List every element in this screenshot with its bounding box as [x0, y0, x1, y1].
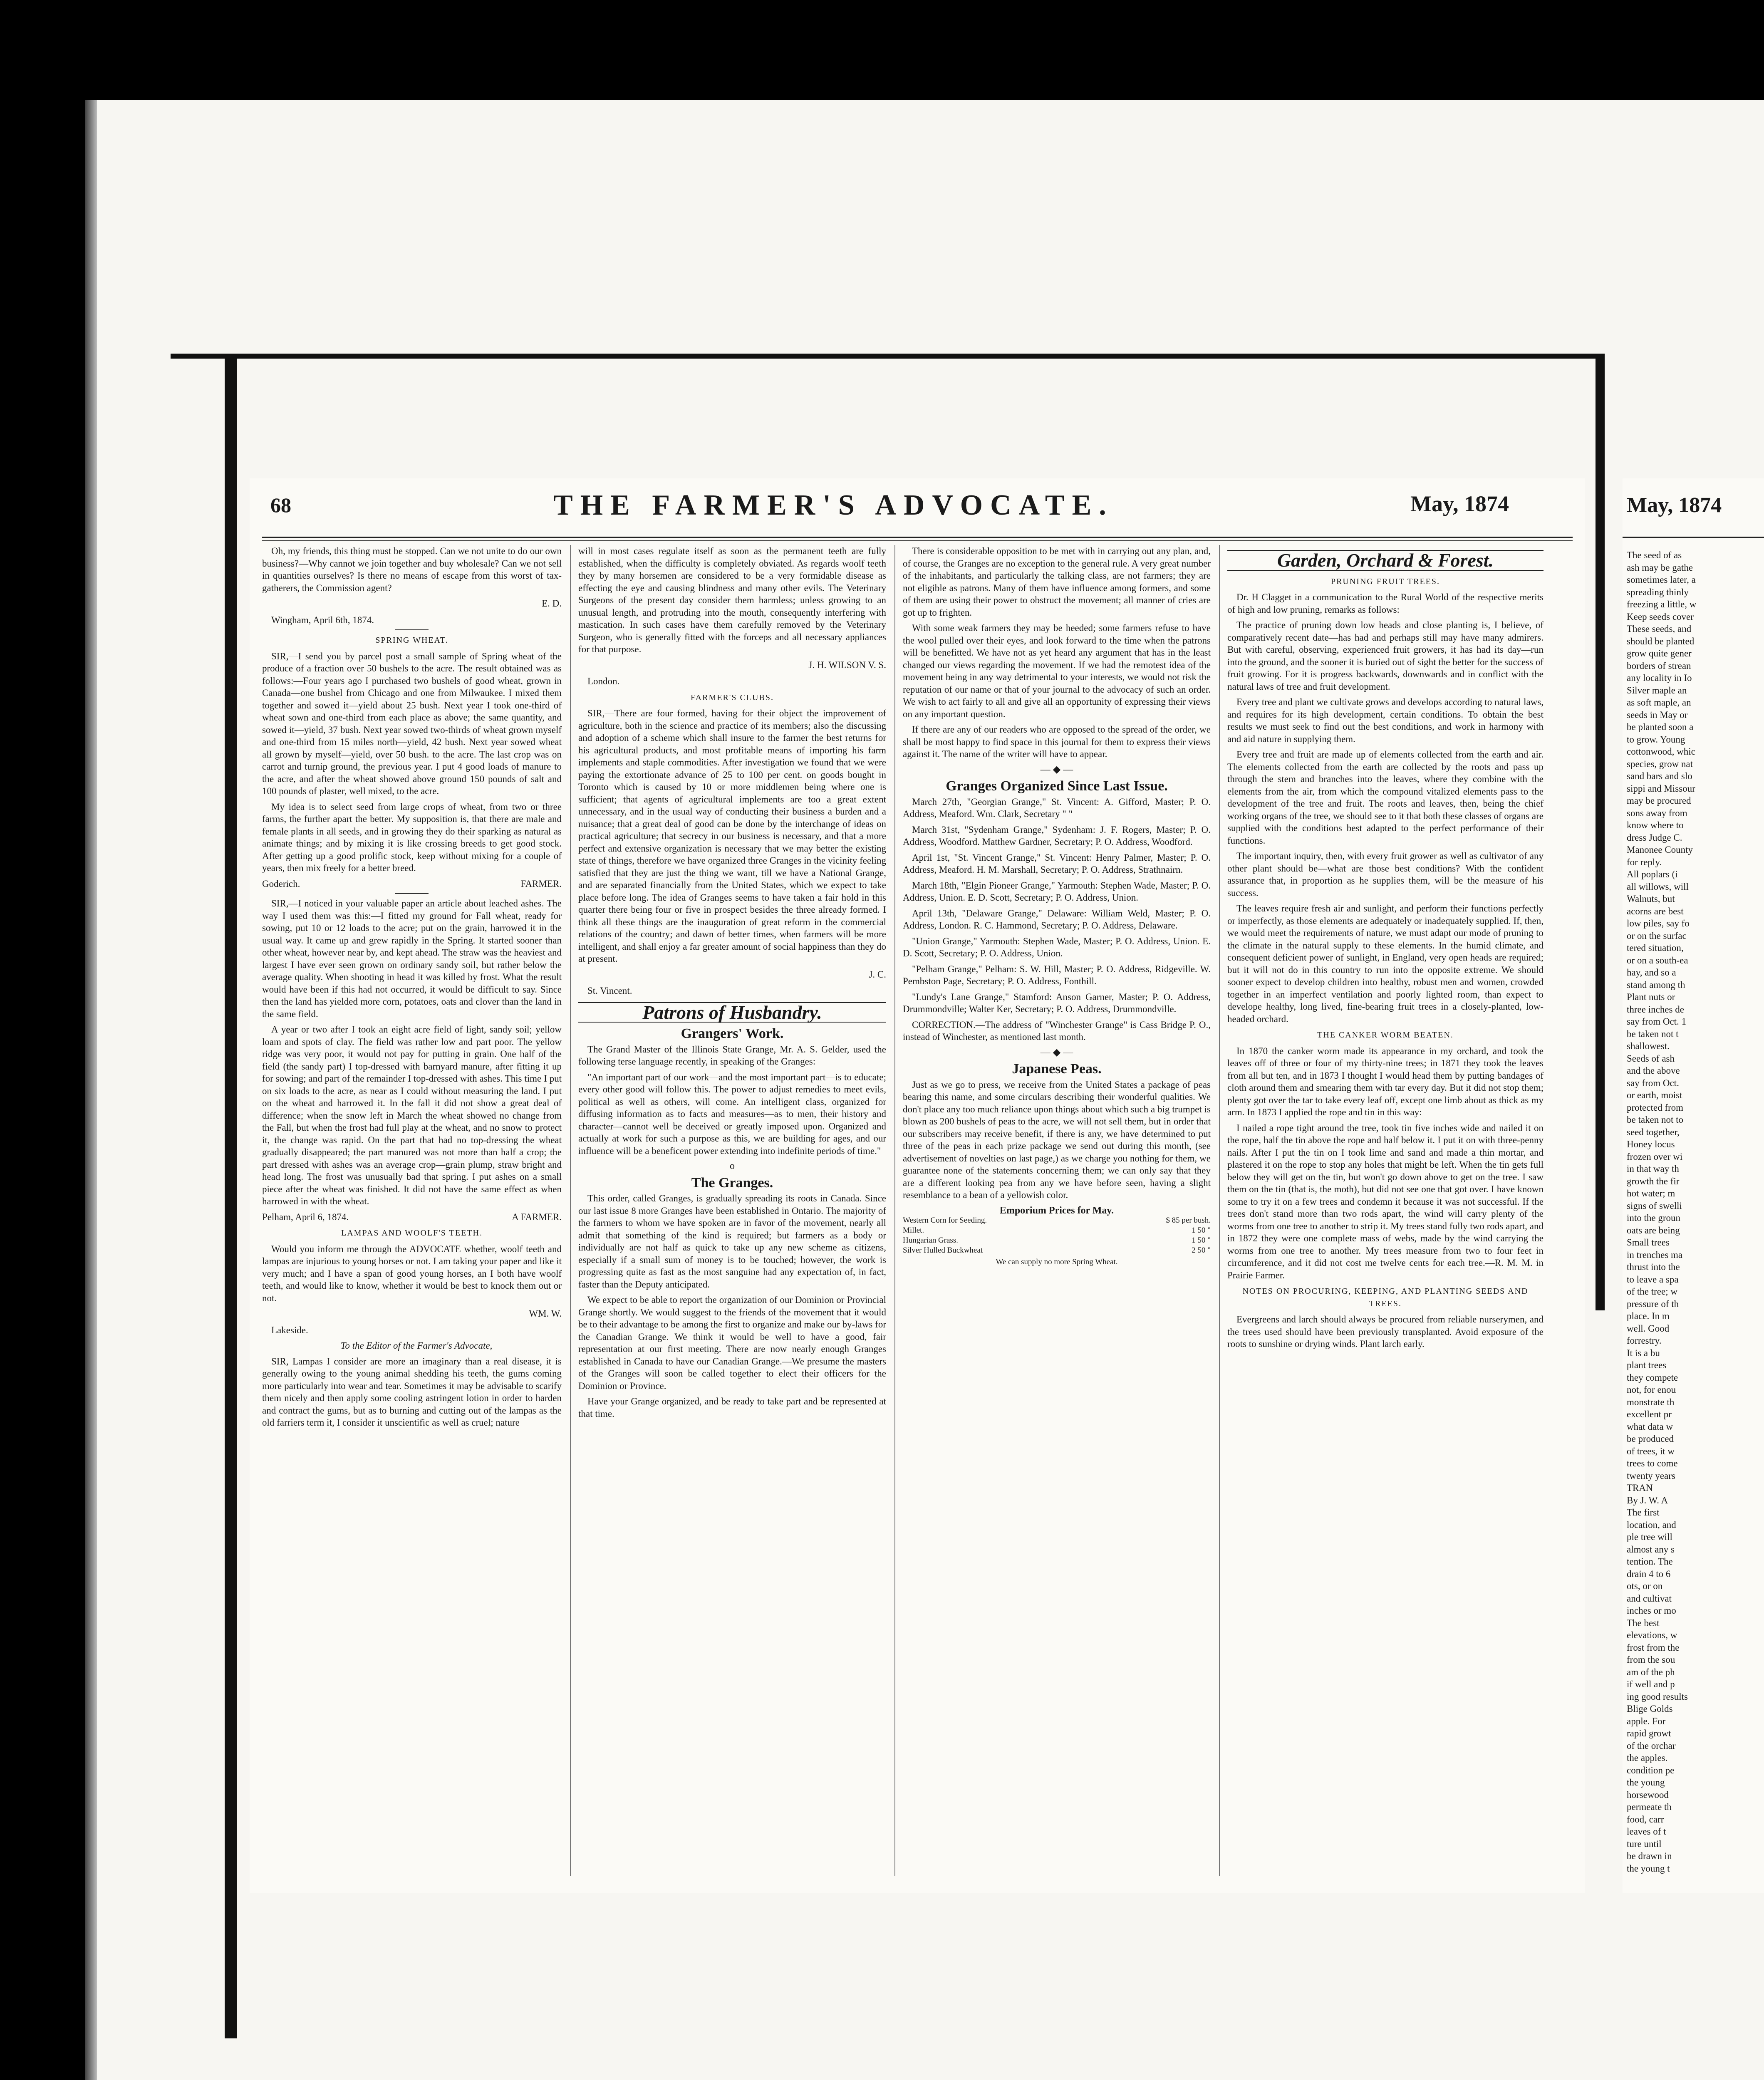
- text-line-fragment: It is a bu: [1627, 1347, 1660, 1358]
- text-line-fragment: The best: [1627, 1617, 1660, 1628]
- column-4: [1227, 545, 1544, 1876]
- price-list: [903, 1206, 1211, 1267]
- price-list-note: We can supply no more Spring Wheat.: [996, 1257, 1118, 1266]
- text-line-fragment: hot water; m: [1627, 1188, 1675, 1198]
- text-line-fragment: three inches de: [1627, 1004, 1684, 1015]
- ornament: — ◆ —: [1040, 764, 1073, 775]
- text-line-fragment: pressure of th: [1627, 1298, 1679, 1309]
- text-line-fragment: ash may be gathe: [1627, 562, 1693, 573]
- text-line-fragment: apple. For: [1627, 1716, 1666, 1726]
- text-line-fragment: stand among th: [1627, 979, 1685, 990]
- text-line-fragment: Keep seeds cover: [1627, 611, 1694, 622]
- text-line-fragment: tention. The: [1627, 1556, 1673, 1567]
- section-heading: Patrons of Husbandry.: [578, 1002, 886, 1023]
- column-3: [903, 545, 1211, 1876]
- text-line-fragment: the apples.: [1627, 1753, 1668, 1763]
- text-line-fragment: of the tree; w: [1627, 1286, 1677, 1297]
- text-line-fragment: as soft maple, an: [1627, 697, 1691, 708]
- adjacent-page-fragment: [1623, 478, 1764, 1893]
- correction-notice: CORRECTION.—The address of "Winchester Grange" is Cass Bridge P. O., instead of Winchester, as mentioned last month.: [903, 1019, 1211, 1042]
- text-line-fragment: not, for enou: [1627, 1384, 1676, 1395]
- text-line-fragment: may be procured: [1627, 795, 1691, 806]
- text-line-fragment: say from Oct. 1: [1627, 1016, 1687, 1027]
- text-line-fragment: spreading thinly: [1627, 587, 1689, 597]
- separator-rule: [395, 893, 429, 894]
- price-value: 1 50 ": [1192, 1226, 1211, 1235]
- text-line-fragment: any locality in Io: [1627, 673, 1692, 683]
- text-line-fragment: horsewood: [1627, 1789, 1669, 1800]
- text-line-fragment: what data w: [1627, 1421, 1673, 1432]
- article-heading: NOTES ON PROCURING, KEEPING, AND PLANTING SEEDS AND TREES.: [1242, 1287, 1529, 1308]
- column-1: [262, 545, 562, 1876]
- text-line-fragment: Silver maple an: [1627, 685, 1687, 696]
- text-line-fragment: elevations, w: [1627, 1630, 1677, 1640]
- article-paragraph: This order, called Granges, is gradually spreading its roots in Canada. Since our last issue 8 more Granges have been established in Ontario. The majority of the farmers to whom we have spoken are in favor of the movement, nearly all admit that something of the kind is required; but farmers as a body or individually are not half as quick to take up any new scheme as citizens, especially if a small sum of money is to be touched; however, the work is progressing quite as fast as the most sanguine had any expectation of, in fact, faster than the Deputy anticipated.: [578, 1193, 886, 1290]
- section-heading: Garden, Orchard & Forest.: [1227, 550, 1544, 571]
- article-paragraph: The Grand Master of the Illinois State Grange, Mr. A. S. Gelder, used the following terse language recently, in speaking of the Granges:: [578, 1044, 886, 1067]
- text-line-fragment: Walnuts, but: [1627, 894, 1675, 904]
- text-line-fragment: Plant nuts or: [1627, 992, 1675, 1002]
- text-line-fragment: hay, and so a: [1627, 967, 1676, 978]
- price-value: 2 50 ": [1192, 1246, 1211, 1255]
- text-line-fragment: seeds in May or: [1627, 709, 1688, 720]
- article-paragraph: will in most cases regulate itself as soon as the permanent teeth are fully established, when the difficulty is completely obviated. As regards woolf teeth they by many horsemen are considered to be a very formidable disease as effecting the eye and causing blindness and many other evils. The Veterinary Surgeons of the present day consider them harmless; unless growing to an unusual length, and protruding into the mouth, consequently interfering with mastication. In such cases have them carefully removed by the Veterinary Surgeon, who is generally fitted with the forceps and all necessary appliances for that purpose.: [578, 546, 886, 654]
- article-dateline: Wingham, April 6th, 1874.: [271, 614, 374, 625]
- text-line-fragment: from the sou: [1627, 1654, 1675, 1665]
- article-heading: LAMPAS AND WOOLF'S TEETH.: [341, 1228, 483, 1238]
- text-line-fragment: seed together,: [1627, 1127, 1680, 1137]
- text-line-fragment: cottonwood, whic: [1627, 746, 1695, 757]
- text-line-fragment: monstrate th: [1627, 1397, 1675, 1407]
- text-line-fragment: ple tree will: [1627, 1532, 1672, 1542]
- grange-entry: March 18th, "Elgin Pioneer Grange," Yarmouth: Stephen Wade, Master; P. O. Address, Union. E. D. Scott, Secretary; P. O. Address, Union.: [903, 880, 1211, 903]
- text-line-fragment: Small trees: [1627, 1237, 1670, 1248]
- masthead-title: THE FARMER'S ADVOCATE.: [553, 489, 1114, 521]
- grange-entry: April 1st, "St. Vincent Grange," St. Vincent: Henry Palmer, Master; P. O. Address, Meaford. H. M. Marshall, Secretary; P. O. Address, Strathnairn.: [903, 852, 1211, 875]
- article-signature: E. D.: [542, 598, 562, 609]
- text-line-fragment: signs of swelli: [1627, 1200, 1682, 1211]
- grange-entry: "Union Grange," Yarmouth: Stephen Wade, Master; P. O. Address, Union. E. D. Scott, Secretary; P. O. Address, Union.: [903, 936, 1211, 958]
- text-line-fragment: Honey locus: [1627, 1139, 1675, 1149]
- frame-right-border: [1596, 354, 1605, 1310]
- text-line-fragment: rapid growt: [1627, 1728, 1671, 1738]
- article-place: Lakeside.: [271, 1325, 308, 1335]
- newspaper-page: [250, 478, 1585, 1893]
- text-line-fragment: well. Good: [1627, 1323, 1670, 1334]
- text-line-fragment: place. In m: [1627, 1311, 1670, 1321]
- text-line-fragment: frost from the: [1627, 1642, 1680, 1653]
- text-line-fragment: sometimes later, a: [1627, 574, 1696, 585]
- article-paragraph: Just as we go to press, we receive from the United States a package of peas bearing this name, and some circulars describing their wonderful qualities. We don't place any too much reliance upon things about which such a big trumpet is blown as 200 bushels of peas to the acre, we will not sell them, but in order that our subscribers may receive benefit, if there is any, we have determined to put three of the peas in each prize package we send out during this month, (see advertisement of novelties on last page,) as we charge you nothing for them, we guarantee none of the statements concerning them; we can only say that they are a different looking pea from any we have before seen, having a slight resemblance to a bean of a yellowish color.: [903, 1079, 1211, 1200]
- article-place: London.: [587, 676, 620, 686]
- text-line-fragment: the young: [1627, 1777, 1665, 1788]
- text-line-fragment: say from Oct.: [1627, 1077, 1679, 1088]
- text-line-fragment: to grow. Young: [1627, 734, 1685, 745]
- ornament: o: [730, 1161, 735, 1171]
- text-line-fragment: be taken not to: [1627, 1114, 1684, 1125]
- text-line-fragment: forrestry.: [1627, 1335, 1662, 1346]
- text-line-fragment: to leave a spa: [1627, 1274, 1679, 1285]
- grange-entry: March 31st, "Sydenham Grange," Sydenham: J. F. Rogers, Master; P. O. Address, Woodford. Matthew Gardner, Secretary; P. O. Address, Woodford.: [903, 824, 1211, 847]
- price-value: 1 50 ": [1192, 1236, 1211, 1245]
- article-paragraph: With some weak farmers they may be heeded; some farmers refuse to have the wool pulled over their eyes, and look forward to the time when the patrons will be benefitted. We have not as yet heard any argument that has in the least changed our views regarding the movement. If we had the remotest idea of the movement being in any way detrimental to your interests, we would not risk the reputation of our name or that of your journal to the advocacy of such an order. We wish to act fairly to all and give all an opportunity of expressing their views on any important question.: [903, 623, 1211, 719]
- text-line-fragment: plant trees: [1627, 1360, 1667, 1370]
- article-paragraph: There is considerable opposition to be met with in carrying out any plan, and, of course, the Granges are no exception to the general rule. A very great number of the inhabitants, and particularly the talking class, are not farmers; they are not eligible as patrons. Many of them have influence among formers, and some of them are using their power to obstruct the movement; all manner of cries are got up to frighten.: [903, 546, 1211, 618]
- text-line-fragment: All poplars (i: [1627, 869, 1678, 879]
- text-line-fragment: trees to come: [1627, 1458, 1678, 1468]
- text-line-fragment: all willows, will: [1627, 881, 1689, 892]
- page-number: 68: [270, 493, 291, 517]
- issue-date: May, 1874: [1410, 491, 1509, 516]
- text-line-fragment: grow quite gener: [1627, 648, 1692, 659]
- article-heading: The Granges.: [691, 1175, 773, 1191]
- text-line-fragment: inches or mo: [1627, 1605, 1676, 1616]
- price-list-title: Emporium Prices for May.: [999, 1205, 1114, 1216]
- text-line-fragment: location, and: [1627, 1519, 1676, 1530]
- article-paragraph: SIR,—I noticed in your valuable paper an article about leached ashes. The way I used them was this:—I fitted my ground for Fall wheat, ready for sowing, put 10 or 12 loads to the acre; put on the grain, harrowed it in the usual way. It came up and grew rapidly in the Spring. It started sooner than other wheat, however near by, and kept ahead. The straw was the heaviest and largest I have ever seen grown on ordinary sandy soil, but rather below the average quality. When shooting in head it was killed by frost. What the result would have been if this had not occurred, it would be difficult to say. Since then the land has yielded more corn, potatoes, oats and clover than the land in the same field.: [262, 898, 562, 1019]
- text-line-fragment: and the above: [1627, 1065, 1680, 1076]
- frame-top-border: [171, 354, 1602, 359]
- article-paragraph: I nailed a rope tight around the tree, took tin five inches wide and nailed it on the rope, half the tin above the rope and half below it. I put it on with three-penny nails. After I put the tin on I took lime and sand and made a thin mortar, and plastered it on the rope to stop any holes that might be left. When the tin gets full below they will get on the tin, but won't go down above to get on the tree. I saw them on the tin (that is, the moth), but did not see one that got over. I have known some to try it on a few trees and condemn it because it was not successful. If the trees don't stand more than two rods apart, the wind will carry plenty of the worms from one tree to another to strip it. My trees stand fully two rods apart, and in 1872 they were one complete mass of webs, made by the wind carrying the worms from one tree to another. My trees measure from two to four feet in circumference, and it did not cost me twelve cents for each tree.—R. M. M. in Prairie Farmer.: [1227, 1122, 1544, 1280]
- text-line-fragment: into the groun: [1627, 1213, 1681, 1223]
- page-header: [250, 489, 1585, 535]
- price-item: Millet.: [903, 1226, 924, 1235]
- price-item: Hungarian Grass.: [903, 1236, 958, 1245]
- adjacent-page-date: May, 1874: [1627, 493, 1722, 517]
- text-line-fragment: ing good results: [1627, 1691, 1688, 1702]
- article-heading: Grangers' Work.: [681, 1026, 784, 1041]
- text-line-fragment: permeate th: [1627, 1802, 1672, 1812]
- text-line-fragment: excellent pr: [1627, 1409, 1672, 1419]
- price-value: $ 85 per bush.: [1166, 1216, 1211, 1225]
- text-line-fragment: if well and p: [1627, 1679, 1675, 1689]
- article-paragraph: A year or two after I took an eight acre field of light, sandy soil; yellow loam and spots of clay. The field was rather low and part poor. The yellow ridge was very poor, it would not pay for putting in grain. One half of the field (the sandy part) I top-dressed with barnyard manure, after fitting it up for sowing; and part of the remainder I top-dressed with ashes. This time I put on six loads to the acre, as near as I could without measuring the land. I put on the wheat and harrowed it. In the fall it did not show a great deal of difference; when the snow left in March the wheat showed no change from the Fall, but when the frost had full play at the wheat, and no snow to protect it, the change was rapid. On the part that had no top-dressing the wheat gradually disappeared; the part manured was not more than half a crop; the part dressed with ashes was an average crop—grain plump, straw bright and head long. The frost was unusually bad that spring. I put ashes on a small piece after the wheat was finished. It did not have the same effect as when harrowed in with the wheat.: [262, 1024, 562, 1206]
- text-line-fragment: or on the surfac: [1627, 930, 1687, 941]
- article-paragraph: Every tree and fruit are made up of elements collected from the earth and air. The elements collected from the earth are collected by the roots and pass up through the stem and branches into the leaves, where they combine with the elements from the air, from which the compound vitalized elements pass to the development of the tree and fruit. The roots and leaves, then, being the chief working organs of the tree, we should see to it that both these classes of organs are supplied with the conditions best adapted to the perfect performance of their functions.: [1227, 749, 1544, 846]
- article-paragraph: The leaves require fresh air and sunlight, and perform their functions perfectly or imperfectly, as those elements are adequately or inadequately supplied. If, then, we would meet the requirements of nature, we must adapt our mode of pruning to the climate in the natural supply to these elements. In the humid climate, and consequent deficient power of sunlight, in England, very open heads are required; but it will not do in this country to run into the opposite extreme. We should sooner expect to develop children into healthy, robust men and women, crowded together in an imperfect ventilation and poorly lighted room, than expect to develope healthy, long lived, fine-bearing fruit trees in a closely-planted, low-headed orchard.: [1227, 903, 1544, 1024]
- article-footer: [262, 1211, 562, 1223]
- text-line-fragment: Manonee County: [1627, 844, 1693, 855]
- article-heading: FARMER'S CLUBS.: [691, 693, 774, 702]
- binding-shadow: [85, 100, 97, 2080]
- grange-entry: March 27th, "Georgian Grange," St. Vincent: A. Gifford, Master; P. O. Address, Meaford. Wm. Clark, Secretary " ": [903, 796, 1211, 819]
- article-place: Goderich.: [262, 878, 300, 889]
- price-row: [903, 1236, 1211, 1246]
- text-line-fragment: borders of strean: [1627, 660, 1691, 671]
- frame-left-border: [225, 354, 237, 2038]
- article-heading: SPRING WHEAT.: [375, 636, 448, 645]
- column-divider: [570, 545, 571, 1876]
- text-line-fragment: of trees, it w: [1627, 1446, 1675, 1456]
- text-line-fragment: By J. W. A: [1627, 1495, 1668, 1506]
- article-paragraph: Dr. H Clagget in a communication to the Rural World of the respective merits of high and low pruning, remarks as follows:: [1227, 592, 1544, 615]
- text-line-fragment: TRAN: [1627, 1483, 1653, 1493]
- text-line-fragment: These seeds, and: [1627, 624, 1692, 634]
- text-line-fragment: ture until: [1627, 1838, 1662, 1849]
- text-line-fragment: be taken not t: [1627, 1028, 1679, 1039]
- article-paragraph: The important inquiry, then, with every fruit grower as well as cultivator of any other plant should be—what are those best conditions? With the confident assurance that, in proportion as he supplies them, will be the measure of his success.: [1227, 851, 1544, 898]
- article-heading: To the Editor of the Farmer's Advocate,: [340, 1340, 493, 1351]
- adjacent-page-text: [1627, 549, 1764, 1874]
- text-line-fragment: am of the ph: [1627, 1666, 1675, 1677]
- grange-entry: April 13th, "Delaware Grange," Delaware: William Weld, Master; P. O. Address, London. R. C. Hammond, Secretary; P. O. Address, Delaware.: [903, 908, 1211, 931]
- text-line-fragment: condition pe: [1627, 1765, 1675, 1775]
- price-item: Western Corn for Seeding.: [903, 1216, 987, 1225]
- text-line-fragment: almost any s: [1627, 1544, 1675, 1555]
- article-heading: Granges Organized Since Last Issue.: [946, 778, 1168, 794]
- price-item: Silver Hulled Buckwheat: [903, 1246, 983, 1255]
- text-line-fragment: they compete: [1627, 1372, 1678, 1383]
- text-line-fragment: The first: [1627, 1507, 1660, 1518]
- text-line-fragment: or on a south-ea: [1627, 955, 1688, 966]
- article-signature: J. H. WILSON V. S.: [808, 659, 886, 670]
- article-paragraph: SIR,—I send you by parcel post a small sample of Spring wheat of the produce of a fraction over 50 bushels to the acre. The result obtained was as follows:—Four years ago I purchased two bushels of good wheat, grown in Canada—one bushel from Chicago and one from Milwaukee. I mixed them together and sowed it—yield about 25 bush. Next year I took one-third of wheat sown and one-third from each place as above; the same quantity, and sowed it—yield, 37 bush. Next year sowed two-thirds of wheat grown myself and one-third from 15 miles north—yield, 42 bush. Next year sowed wheat all grown by myself—yield, over 50 bush. to the acre. The last crop was on carrot and turnip ground, the previous year. I put 4 good loads of manure to the acre, and after the wheat showed above ground 150 pounds of salt and 100 pounds of plaster, well mixed, to the acre.: [262, 651, 562, 796]
- article-signature: FARMER.: [520, 878, 562, 889]
- column-divider: [894, 545, 895, 1876]
- text-line-fragment: frozen over wi: [1627, 1151, 1683, 1162]
- text-line-fragment: Seeds of ash: [1627, 1053, 1675, 1064]
- grange-entry: "Lundy's Lane Grange," Stamford: Anson Garner, Master; P. O. Address, Drummondville; Walter Ker, Secretary; P. O. Address, Drummondville.: [903, 991, 1211, 1014]
- text-line-fragment: ots, or on: [1627, 1581, 1663, 1591]
- price-row: [903, 1246, 1211, 1255]
- text-line-fragment: tered situation,: [1627, 943, 1684, 953]
- article-paragraph: "An important part of our work—and the most important part—is to educate; every other good will follow this. The power to adjust remedies to meet evils, political as well as others, will come. An intelligent class, organized for diffusing information as to facts and measures—as to men, their history and character—cannot well be deceived or greatly imposed upon. Organized and actually at work for such a purpose as this, we are building for ages, and our influence will be a beneficent power extending into indefinite periods of time.": [578, 1072, 886, 1156]
- text-line-fragment: twenty years: [1627, 1470, 1675, 1481]
- text-line-fragment: be drawn in: [1627, 1851, 1672, 1861]
- price-row: [903, 1226, 1211, 1236]
- article-heading: Japanese Peas.: [1012, 1061, 1102, 1077]
- text-line-fragment: in that way th: [1627, 1164, 1679, 1174]
- text-line-fragment: oats are being: [1627, 1225, 1680, 1236]
- separator-rule: [395, 629, 429, 630]
- article-footer: [262, 878, 562, 890]
- text-line-fragment: the young t: [1627, 1863, 1670, 1874]
- text-line-fragment: low piles, say fo: [1627, 918, 1690, 929]
- article-signature: WM. W.: [529, 1308, 562, 1319]
- article-dateline: Pelham, April 6, 1874.: [262, 1211, 349, 1222]
- text-line-fragment: leaves of t: [1627, 1826, 1666, 1837]
- article-paragraph: Evergreens and larch should always be procured from reliable nurserymen, and the trees used should have been previously transplanted. Avoid exposure of the roots to sunshine or drying winds. Plant larch early.: [1227, 1314, 1544, 1349]
- text-line-fragment: species, grow nat: [1627, 758, 1693, 769]
- text-line-fragment: Blige Golds: [1627, 1704, 1673, 1714]
- article-paragraph: The practice of pruning down low heads and close planting is, I believe, of comparatively recent date—has had and perhaps still may have many admirers. But with careful, observing, experienced fruit growers, it has had its day—run into the ground, and the sooner it is buried out of sight the better for the success of fruit growing. For it is progress backwards, downwards and in conflict with the natural laws of tree and fruit development.: [1227, 620, 1544, 692]
- column-divider: [1219, 545, 1220, 1876]
- article-paragraph: SIR, Lampas I consider are more an imaginary than a real disease, it is generally owing to the young animal shedding his teeth, the gums coming more particularly into wear and tear. Sometimes it may be advisable to scarify them nicely and then apply some cooling astringent lotion in order to harden and contract the gums, but as to burning and cutting out of the lampas as the old farriers term it, I consider it unscientific as well as cruel; nature: [262, 1356, 562, 1428]
- text-line-fragment: for reply.: [1627, 857, 1662, 867]
- text-line-fragment: freezing a little, w: [1627, 599, 1697, 609]
- article-place: St. Vincent.: [587, 986, 632, 996]
- header-rule: [1623, 537, 1764, 540]
- text-line-fragment: be planted soon a: [1627, 722, 1694, 732]
- article-paragraph: Oh, my friends, this thing must be stopped. Can we not unite to do our own business?—Why cannot we join together and buy wholesale? Can we not sell in quantities ourselves? Is there no means of escape from this worst of tax-gatherers, the Commission agent?: [262, 546, 562, 593]
- text-line-fragment: food, carr: [1627, 1814, 1664, 1825]
- article-heading: THE CANKER WORM BEATEN.: [1317, 1030, 1454, 1040]
- text-line-fragment: sons away from: [1627, 807, 1687, 818]
- article-paragraph: We expect to be able to report the organization of our Dominion or Provincial Grange shortly. We would suggest to the friends of the movement that it would be to their advantage to be among the first to organize and make our by-laws for the Canadian Grange. We think it would be well to have a good, fair representation at our first meeting. There are now nearly enough Granges established in Canada to have our Canadian Grange.—We presume the masters of the Granges will soon be called together to elect their officers for the Dominion or Province.: [578, 1295, 886, 1391]
- header-rule: [262, 537, 1573, 541]
- price-row: [903, 1216, 1211, 1226]
- text-line-fragment: and cultivat: [1627, 1593, 1672, 1604]
- article-paragraph: Would you inform me through the ADVOCATE whether, woolf teeth and lampas are injurious to young horses or not. I am taking your paper and like it very much; and I have a span of good young horses, an I both have woolf teeth, and would like to know, whether it would be best to knock them out or not.: [262, 1243, 562, 1303]
- column-2: [578, 545, 886, 1876]
- article-paragraph: Have your Grange organized, and be ready to take part and be represented at that time.: [578, 1396, 886, 1419]
- text-line-fragment: acorns are best: [1627, 906, 1684, 916]
- text-line-fragment: of the orchar: [1627, 1740, 1676, 1751]
- text-line-fragment: sand bars and slo: [1627, 771, 1692, 781]
- article-signature: J. C.: [869, 969, 886, 980]
- article-paragraph: In 1870 the canker worm made its appearance in my orchard, and took the leaves off of three or four of my thirty-nine trees; in 1871 they took the leaves from all but ten, and in 1873 I thought I would head them by putting bandages of cloth around them and smearing them with tar every day. But it did not stop them; plenty got over the tar to take every leaf off, except one limb about as thick as my arm. In 1873 I applied the rope and tin in this way:: [1227, 1045, 1544, 1117]
- article-heading: PRUNING FRUIT TREES.: [1330, 577, 1440, 586]
- article-paragraph: SIR,—There are four formed, having for their object the improvement of agriculture, both in the science and practice of its members; also the discussing and adoption of a scheme which shall insure to the farmer the best returns for his agricultural products, and most profitable means of importing his farm implements and staple commodities. After investigation we found that we were paying the extortionate advance of 25 to 100 per cent. on goods bought in Toronto which is caused by 10 or more middlemen being where one is sufficient; that agents of agricultural implements are too a great extent unnecessary, and in the usual way of conducting their business a burden and a nuisance; that a great deal of good can be done by the interchange of ideas on practical agriculture; that secrecy in our business is necessary, and that a more perfect and extensive organization is necessary that we may better the existing state of things, therefore we have organized three Granges in the vicinity feeling satisfied that they are just the thing we want, till we have a National Grange, and are separated financially from the United States, which we expect to take place before long. The idea of Granges seems to have taken a fair hold in this quarter there being four or five in prospect besides the three already formed. I think all these things are the inauguration of great reform in the commercial relations of the country; and dawn of better times, when farmers will be more intelligent, and shall enjoy a far greater amount of social happiness than they do at present.: [578, 708, 886, 964]
- text-line-fragment: thrust into the: [1627, 1262, 1680, 1272]
- grange-entry: "Pelham Grange," Pelham: S. W. Hill, Master; P. O. Address, Ridgeville. W. Pembston Page, Secretary; P. O. Address, Fonthill.: [903, 963, 1211, 986]
- text-line-fragment: The seed of as: [1627, 550, 1682, 560]
- text-line-fragment: know where to: [1627, 820, 1684, 830]
- article-paragraph: Every tree and plant we cultivate grows and develops according to natural laws, and requires for its high development, certain conditions. To obtain the best results we must seek to find out the best conditions, and work in harmony with and aid nature in supplying them.: [1227, 697, 1544, 744]
- text-line-fragment: growth the fir: [1627, 1176, 1680, 1186]
- text-line-fragment: protected from: [1627, 1102, 1684, 1113]
- text-line-fragment: sippi and Missour: [1627, 783, 1695, 794]
- article-paragraph: If there are any of our readers who are opposed to the spread of the order, we shall be most happy to find space in this journal for them to express their views against it. The name of the writer will have to appear.: [903, 724, 1211, 759]
- text-line-fragment: in trenches ma: [1627, 1249, 1683, 1260]
- text-line-fragment: be produced: [1627, 1434, 1674, 1444]
- text-line-fragment: should be planted: [1627, 636, 1695, 646]
- article-paragraph: My idea is to select seed from large crops of wheat, from two or three farms, the further apart the better. My supposition is, that there are male and female plants in all seeds, and in growing they do their sparking as natural as animate things; and by mixing it is like crossing breeds to get good stock. After getting up a good prolific stock, keep without mixing for a couple of years, then mix freely for a better breed.: [262, 801, 562, 873]
- article-signature: A FARMER.: [512, 1211, 562, 1222]
- text-line-fragment: or earth, moist: [1627, 1090, 1682, 1100]
- text-line-fragment: shallowest.: [1627, 1041, 1670, 1051]
- text-line-fragment: dress Judge C.: [1627, 832, 1682, 843]
- ornament: — ◆ —: [1040, 1047, 1073, 1058]
- text-line-fragment: drain 4 to 6: [1627, 1568, 1671, 1579]
